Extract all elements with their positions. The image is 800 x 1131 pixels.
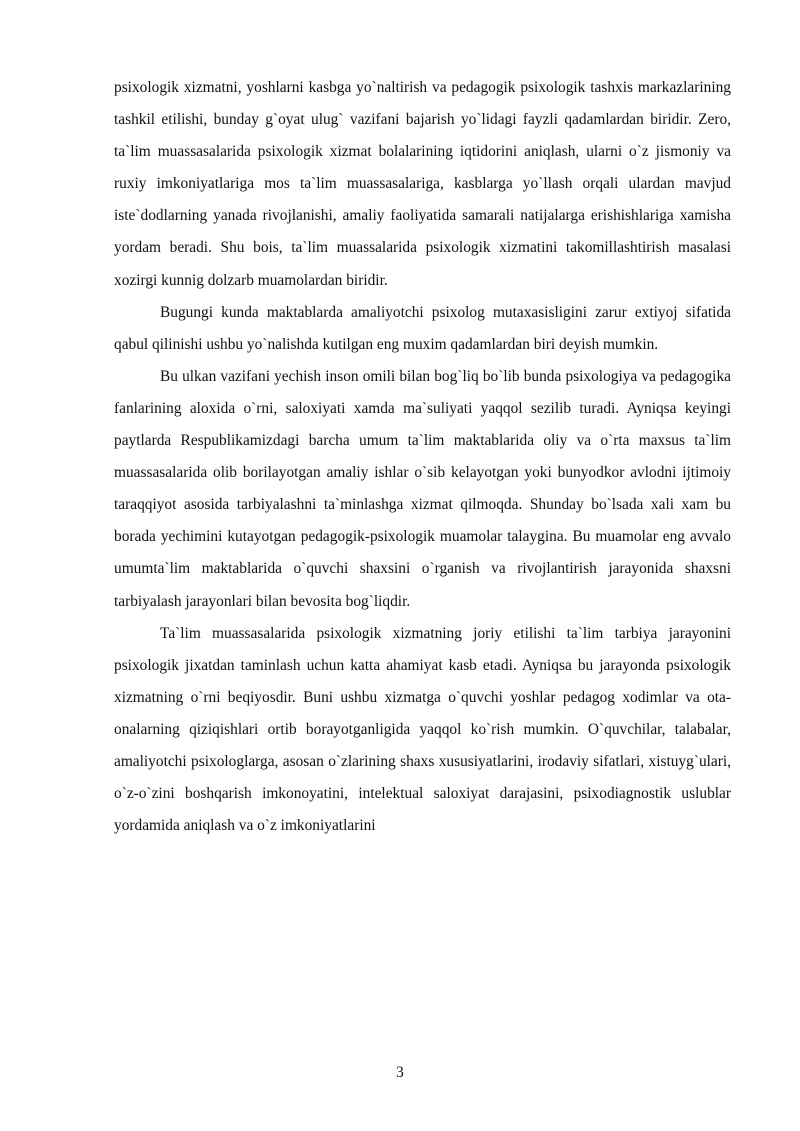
paragraph-3: Bu ulkan vazifani yechish inson omili bilan bog`liq bo`lib bunda psixologiya va pedagogika fanlarining aloxida o`rni, saloxiyati xamda ma`suliyati yaqqol sezilib turadi. Ayniqsa keyingi paytlarda Respublikamizdagi barcha umum ta`lim maktablarida oliy va o`rta maxsus ta`lim muassasalarida olib borilayotgan amaliy ishlar o`sib kelayotgan yoki bunyodkor avlodni ijtimoiy taraqqiyot asosida tarbiyalashni ta`minlashga xizmat qilmoqda. Shunday bo`lsada xali xam bu borada yechimini kutayotgan pedagogik-psixologik muamolar talaygina. Bu muamolar eng avvalo umumta`lim maktablarida o`quvchi shaxsini o`rganish va rivojlantirish jarayonida shaxsni tarbiyalash jarayonlari bilan bevosita bog`liqdir. [114,367,731,610]
paragraph-1: psixologik xizmatni, yoshlarni kasbga yo`naltirish va pedagogik psixologik tashxis markazlarining tashkil etilishi, bunday g`oyat ulug` vazifani bajarish yo`lidagi fayzli qadamlardan biridir. Zero, ta`lim muassasalarida psixologik xizmat bolalarining iqtidorini aniqlash, ularni o`z jismoniy va ruxiy imkoniyatlariga mos ta`lim muassasalariga, kasblarga yo`llash orqali ulardan mavjud iste`dodlarning yanada rivojlanishi, amaliy faoliyatida samarali natijalarga erishishlariga xamisha yordam beradi. Shu bois, ta`lim muassalarida psixologik xizmatini takomillashtirish masalasi xozirgi kunnig dolzarb muamolardan biridir. [114,79,731,289]
paragraph-2: Bugungi kunda maktablarda amaliyotchi psixolog mutaxasisligini zarur extiyoj sifatida qabul qilinishi ushbu yo`nalishda kutilgan eng muxim qadamlardan biri deyish mumkin. [114,303,731,353]
document-body [114,72,731,842]
page-number: 3 [396,1064,404,1081]
paragraph-4: Ta`lim muassasalarida psixologik xizmatning joriy etilishi ta`lim tarbiya jarayonini psixologik jixatdan taminlash uchun katta ahamiyat kasb etadi. Ayniqsa bu jarayonda psixologik xizmatning o`rni beqiyosdir. Buni ushbu xizmatga o`quvchi yoshlar pedagog xodimlar va ota-onalarning qiziqishlari ortib borayotganligida yaqqol ko`rish mumkin. O`quvchilar, talabalar, amaliyotchi psixologlarga, asosan o`zlarining shaxs xususiyatlarini, irodaviy sifatlari, xistuyg`ulari, o`z-o`zini boshqarish imkonoyatini, intelektual saloxiyat darajasini, psixodiagnostik uslublar yordamida aniqlash va o`z imkoniyatlarini [114,624,731,835]
